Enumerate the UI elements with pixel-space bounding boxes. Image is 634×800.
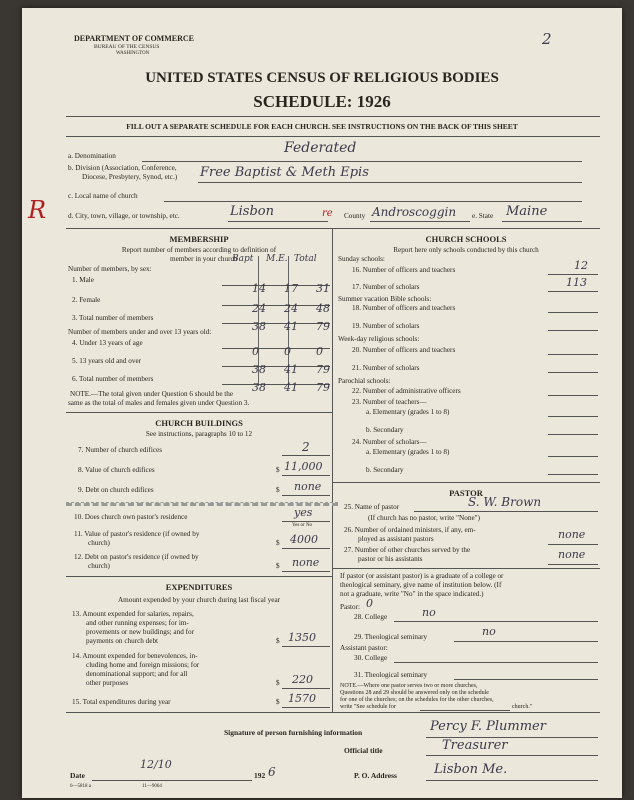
q27-label-1: 27. Number of other churches served by the (344, 546, 471, 554)
parochial-label: Parochial schools: (338, 377, 391, 385)
division-value: Free Baptist & Meth Epis (200, 165, 369, 180)
membership-total2-bapt: 38 (252, 381, 266, 394)
q14-line-4: other purposes (86, 679, 129, 687)
q13-dollar: $ (276, 637, 280, 645)
q16-value: 12 (574, 259, 588, 272)
membership-total-total: 79 (316, 320, 330, 333)
q12-dollar: $ (276, 562, 280, 570)
q5-over13-label: 5. 13 years old and over (72, 357, 142, 365)
buildings-sub: See instructions, paragraphs 10 to 12 (145, 430, 253, 438)
q26-label-2: ployed as assistant pastors (358, 535, 434, 543)
q10-hint: Yes or No (292, 523, 313, 528)
q26-label-1: 26. Number of ordained ministers, if any, em- (344, 526, 476, 534)
expenditures-heading: EXPENDITURES (165, 582, 233, 592)
membership-intro-1: Report number of members according to definition of (121, 246, 277, 254)
graduate-note-1: If pastor (or assistant pastor) is a graduate of a college or (340, 572, 504, 580)
schools-sub: Report here only schools conducted by this church (393, 246, 539, 254)
pastor-grad-label: Pastor: (340, 603, 360, 611)
membership-female-total: 48 (316, 302, 330, 315)
pastor-note-2: Questions 28 and 29 should be answered only on the schedule (340, 690, 489, 696)
year-prefix: 192 (254, 771, 266, 780)
pastor-note-3: for one of the churches; on the schedules for the other churches, (340, 697, 494, 703)
q17-label: 17. Number of scholars (352, 283, 420, 291)
q26-value: none (558, 528, 586, 541)
official-title-label: Official title (344, 746, 383, 755)
membership-note-1: NOTE.—The total given under Question 6 should be the (70, 390, 234, 398)
q13-line-1: 13. Amount expended for salaries, repairs, (72, 610, 194, 618)
q24-label: 24. Number of scholars— (352, 438, 427, 446)
q3-total-label: 3. Total number of members (72, 314, 154, 322)
q23b-label: b. Secondary (366, 426, 404, 434)
census-schedule-page (22, 8, 622, 798)
pastor-note-5: church." (512, 704, 533, 710)
date-label: Date (70, 771, 85, 780)
sunday-label: Sunday schools: (338, 255, 385, 263)
state-label: e. State (472, 212, 494, 220)
membership-female-me: 24 (284, 302, 298, 315)
q9-value: none (294, 480, 322, 493)
q-by-age-label: Number of members under and over 13 years old: (68, 328, 212, 336)
signature-label: Signature of person furnishing information (224, 728, 363, 737)
q-by-sex-label: Number of members, by sex: (68, 265, 152, 273)
q31-label: 31. Theological seminary (354, 671, 428, 679)
local-name-label: c. Local name of church (68, 192, 138, 200)
po-address-value: Lisbon Me. (434, 762, 508, 777)
buildings-heading: CHURCH BUILDINGS (155, 418, 243, 428)
date-value: 12/10 (140, 758, 172, 771)
q14-dollar: $ (276, 679, 280, 687)
q8-dollar: $ (276, 466, 280, 474)
membership-heading: MEMBERSHIP (169, 234, 229, 244)
pastor-note-4: write "See schedule for (340, 704, 396, 710)
membership-female-bapt: 24 (252, 302, 266, 315)
q24a-label: a. Elementary (grades 1 to 8) (366, 448, 450, 456)
membership-total-me: 41 (284, 320, 298, 333)
q29-label: 29. Theological seminary (354, 633, 428, 641)
po-address-label: P. O. Address (354, 771, 397, 780)
membership-total2-total: 79 (316, 381, 330, 394)
membership-under13-total: 0 (316, 345, 323, 358)
col-label-bapt: Bapt (232, 254, 254, 264)
membership-intro-2: member in your church (170, 255, 238, 263)
q25-value: S. W. Brown (468, 495, 542, 509)
q15-value: 1570 (288, 692, 316, 705)
schools-heading: CHURCH SCHOOLS (425, 234, 507, 244)
membership-over13-bapt: 38 (252, 363, 266, 376)
q1-male-label: 1. Male (72, 276, 94, 284)
col-label-me: M.E. (266, 254, 288, 264)
pastor-heading: PASTOR (449, 488, 483, 498)
membership-over13-me: 41 (284, 363, 298, 376)
q17-value: 113 (566, 276, 587, 289)
membership-over13-total: 79 (316, 363, 330, 376)
q7-label: 7. Number of church edifices (78, 446, 163, 454)
print-number: 11—9064 (142, 784, 162, 789)
graduate-note-3: not a graduate, write "No" in the space indicated.) (340, 590, 484, 598)
q12-label-2: church) (88, 562, 110, 570)
county-value: Androscoggin (372, 205, 457, 219)
q8-label: 8. Value of church edifices (78, 466, 155, 474)
denomination-label: a. Denomination (68, 152, 116, 160)
q21-label: 21. Number of scholars (352, 364, 420, 372)
signature-value: Percy F. Plummer (430, 719, 546, 734)
membership-male-bapt: 14 (252, 282, 266, 295)
city-value: Lisbon (230, 204, 274, 219)
membership-under13-bapt: 0 (252, 345, 259, 358)
q28-value: no (422, 606, 436, 619)
q23-label: 23. Number of teachers— (352, 398, 427, 406)
q14-line-3: denominational support; and for all (86, 670, 188, 678)
q20-label: 20. Number of officers and teachers (352, 346, 456, 354)
membership-under13-me: 0 (284, 345, 291, 358)
q27-label-2: pastor or his assistants (358, 555, 423, 563)
q12-label-1: 12. Debt on pastor's residence (if owned by (74, 553, 199, 561)
q15-label: 15. Total expenditures during year (72, 698, 171, 706)
q27-value: none (558, 548, 586, 561)
expenditures-sub: Amount expended by your church during last fiscal year (117, 596, 281, 604)
q22-label: 22. Number of administrative officers (352, 387, 461, 395)
city-label: WASHINGTON (116, 51, 150, 56)
department-label: DEPARTMENT OF COMMERCE (74, 34, 195, 43)
q14-value: 220 (292, 673, 313, 686)
membership-total-bapt: 38 (252, 320, 266, 333)
division-label-1: b. Division (Association, Conference, (68, 164, 177, 172)
margin-red-mark: R (28, 196, 47, 224)
city-town-label: d. City, town, village, or township, etc. (68, 212, 180, 220)
division-label-2: Diocese, Presbytery, Synod, etc.) (82, 173, 178, 181)
q11-value: 4000 (290, 533, 318, 546)
q24b-label: b. Secondary (366, 466, 404, 474)
q23a-label: a. Elementary (grades 1 to 8) (366, 408, 450, 416)
q9-dollar: $ (276, 486, 280, 494)
q10-label: 10. Does church own pastor's residence (74, 513, 188, 521)
q11-dollar: $ (276, 539, 280, 547)
membership-male-me: 17 (284, 282, 298, 295)
graduate-note-2: theological seminary, give name of institution below. (If (340, 581, 502, 589)
bureau-label: BUREAU OF THE CENSUS (94, 44, 160, 50)
q19-label: 19. Number of scholars (352, 322, 420, 330)
q15-dollar: $ (276, 698, 280, 706)
form-number: 6—5818 a (70, 784, 91, 789)
year-value: 6 (268, 765, 276, 779)
form-subtitle: SCHEDULE: 1926 (253, 92, 391, 111)
q6-total-label: 6. Total number of members (72, 375, 154, 383)
summer-label: Summer vacation Bible schools: (338, 295, 432, 303)
q18-label: 18. Number of officers and teachers (352, 304, 456, 312)
q11-label-2: church) (88, 539, 110, 547)
pastor-note-1: NOTE.—Where one pastor serves two or more churches, (340, 683, 478, 689)
official-title-value: Treasurer (442, 738, 508, 753)
q13-line-3: provements or new buildings; and for (86, 628, 194, 636)
q28-label: 28. College (354, 613, 388, 621)
col-label-total: Total (294, 254, 317, 264)
q25-hint: (If church has no pastor, write "None") (368, 514, 480, 522)
membership-note-2: same as the total of males and females given under Question 3. (68, 399, 250, 407)
q13-value: 1350 (288, 631, 316, 644)
q29-value: no (482, 625, 496, 638)
county-label: County (344, 212, 366, 220)
q13-line-4: payments on church debt (86, 637, 159, 645)
q30-label: 30. College (354, 654, 388, 662)
q13-line-2: and other running expenses; for im- (86, 619, 189, 627)
q10-value: yes (294, 506, 313, 519)
form-title: UNITED STATES CENSUS OF RELIGIOUS BODIES (145, 70, 499, 86)
q12-value: none (292, 556, 320, 569)
state-value: Maine (506, 204, 548, 219)
denomination-value: Federated (284, 140, 357, 156)
form-instruction: FILL OUT A SEPARATE SCHEDULE FOR EACH CHURCH. SEE INSTRUCTIONS ON THE BACK OF THIS SHEET (126, 122, 518, 131)
q14-line-2: cluding home and foreign missions; for (86, 661, 200, 669)
q4-under13-label: 4. Under 13 years of age (72, 339, 143, 347)
city-red-mark: re (322, 208, 333, 219)
pastor-grad-mark: 0 (366, 597, 373, 610)
assistant-pastor-label: Assistant pastor: (340, 644, 388, 652)
q25-label: 25. Name of pastor (344, 503, 400, 511)
q16-label: 16. Number of officers and teachers (352, 266, 456, 274)
q2-female-label: 2. Female (72, 296, 101, 304)
q11-label-1: 11. Value of pastor's residence (if owned by (74, 530, 200, 538)
q14-line-1: 14. Amount expended for benevolences, in- (72, 652, 198, 660)
q8-value: 11,000 (284, 460, 323, 473)
q7-value: 2 (302, 440, 310, 454)
membership-total2-me: 41 (284, 381, 298, 394)
weekday-label: Week-day religious schools: (338, 335, 420, 343)
membership-male-total: 31 (316, 282, 330, 295)
page-number: 2 (542, 30, 552, 48)
q9-label: 9. Debt on church edifices (78, 486, 154, 494)
